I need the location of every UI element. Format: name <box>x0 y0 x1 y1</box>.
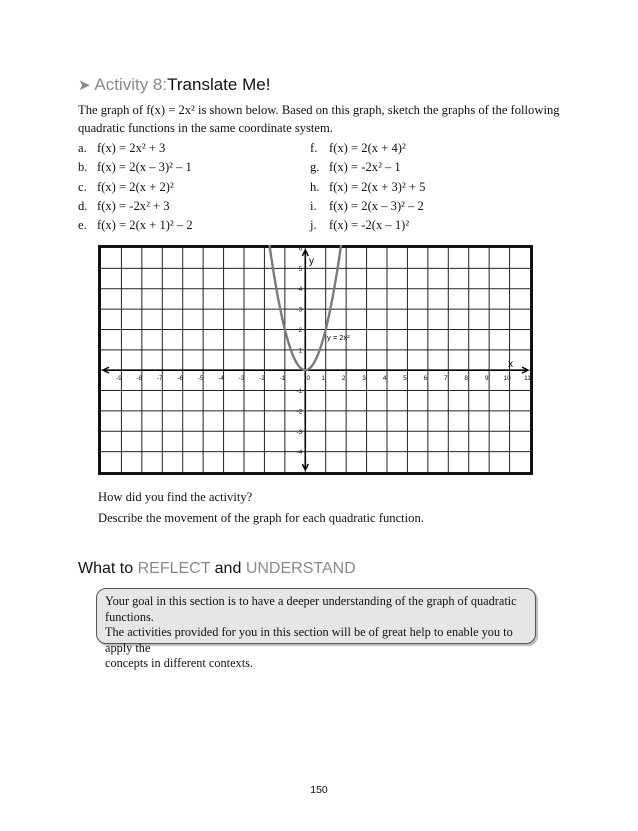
function-item <box>78 178 193 197</box>
curve-label: y = 2x² <box>327 333 350 342</box>
function-expression: f(x) = 2(x + 3)² + 5 <box>329 179 426 194</box>
x-tick-label: 1 <box>321 375 326 383</box>
x-axis-label: x <box>508 359 513 370</box>
x-tick-label: 3 <box>362 375 366 383</box>
arrow-icon: ➤ <box>78 77 91 94</box>
function-list-right <box>310 139 425 235</box>
reflect-heading <box>78 560 356 578</box>
y-tick-label: -4 <box>296 449 303 457</box>
x-tick-label: 10 <box>503 375 511 383</box>
x-tick-label: -8 <box>136 375 143 383</box>
x-tick-label: 11 <box>524 375 531 383</box>
y-tick-label: 5 <box>298 265 303 273</box>
goal-line: Your goal in this section is to have a deeper understanding of the graph of quadratic functions. <box>105 594 517 624</box>
activity-title: Translate Me! <box>167 75 271 94</box>
x-tick-label: -9 <box>116 375 122 383</box>
function-list-left <box>78 139 193 235</box>
intro-line: quadratic functions in the same coordinate system. <box>78 121 333 135</box>
goal-callout-box <box>96 588 536 671</box>
item-letter: c. <box>78 179 87 194</box>
understand-keyword: UNDERSTAND <box>245 560 356 577</box>
function-expression: f(x) = 2(x + 2)² <box>97 179 174 194</box>
function-expression: f(x) = -2x² + 3 <box>97 198 170 213</box>
item-letter: g. <box>310 160 320 175</box>
y-tick-label: 3 <box>298 306 303 314</box>
y-tick-label: -2 <box>296 408 303 416</box>
reflect-prefix: What to <box>78 560 134 577</box>
item-letter: i. <box>310 198 317 213</box>
x-tick-label: -7 <box>156 375 163 383</box>
item-letter: f. <box>310 141 318 155</box>
x-tick-label: -1 <box>279 375 286 383</box>
reflect-conjunction: and <box>214 560 242 577</box>
y-tick-label: 1 <box>298 347 303 355</box>
function-expression: f(x) = 2(x – 3)² – 1 <box>97 160 192 175</box>
x-tick-label: 5 <box>403 375 407 383</box>
x-tick-label: 8 <box>464 375 469 383</box>
x-tick-label: -6 <box>177 375 184 383</box>
coordinate-graph <box>98 245 533 475</box>
intro-line: The graph of f(x) = 2x² is shown below. Based on this graph, sketch the graphs of the following <box>78 103 560 117</box>
reflect-keyword: REFLECT <box>137 560 211 577</box>
x-tick-label: -5 <box>197 375 204 383</box>
question-item: How did you find the activity? <box>98 490 253 504</box>
y-axis-label: y <box>309 256 314 267</box>
activity-label: Activity 8: <box>94 75 168 94</box>
question-item: Describe the movement of the graph for each quadratic function. <box>98 511 424 525</box>
function-item <box>310 216 425 235</box>
function-expression: f(x) = 2(x – 3)² – 2 <box>329 198 424 213</box>
function-expression: f(x) = 2x² + 3 <box>97 141 166 155</box>
x-tick-label: 6 <box>423 375 428 383</box>
x-tick-label: -3 <box>238 375 245 383</box>
function-item <box>78 216 193 235</box>
function-expression: f(x) = -2(x – 1)² <box>329 218 410 233</box>
function-item <box>310 197 425 216</box>
function-expression: f(x) = 2(x + 1)² – 2 <box>97 218 193 233</box>
item-letter: e. <box>78 218 87 233</box>
y-tick-label: 2 <box>298 326 303 334</box>
item-letter: a. <box>78 141 87 155</box>
goal-line: The activities provided for you in this section will be of great help to enable you to apply the <box>105 625 513 655</box>
function-item <box>310 158 425 177</box>
y-tick-label: -1 <box>296 388 303 396</box>
x-tick-label: 2 <box>341 375 346 383</box>
y-tick-label: -3 <box>296 428 303 436</box>
x-tick-label: -4 <box>218 375 224 383</box>
x-tick-label: 7 <box>443 375 448 383</box>
intro-paragraph <box>78 101 568 137</box>
reflection-questions <box>98 487 424 529</box>
item-letter: h. <box>310 179 320 194</box>
function-item <box>310 139 425 158</box>
item-letter: b. <box>78 160 88 175</box>
goal-line: concepts in different contexts. <box>105 656 253 671</box>
item-letter: j. <box>310 218 317 233</box>
y-tick-label: 4 <box>298 286 303 294</box>
function-item <box>78 139 193 158</box>
x-tick-label: 9 <box>484 375 489 383</box>
function-expression: f(x) = -2x² – 1 <box>329 160 401 175</box>
function-item <box>78 158 193 177</box>
item-letter: d. <box>78 198 88 213</box>
x-tick-label: -2 <box>259 375 265 383</box>
x-tick-label: 0 <box>306 375 311 383</box>
activity-heading <box>78 75 270 96</box>
function-item <box>78 197 193 216</box>
function-item <box>310 178 425 197</box>
page-number: 150 <box>310 784 328 796</box>
x-tick-label: 4 <box>382 375 387 383</box>
y-tick-label: 6 <box>298 245 303 253</box>
function-expression: f(x) = 2(x + 4)² <box>329 141 406 155</box>
